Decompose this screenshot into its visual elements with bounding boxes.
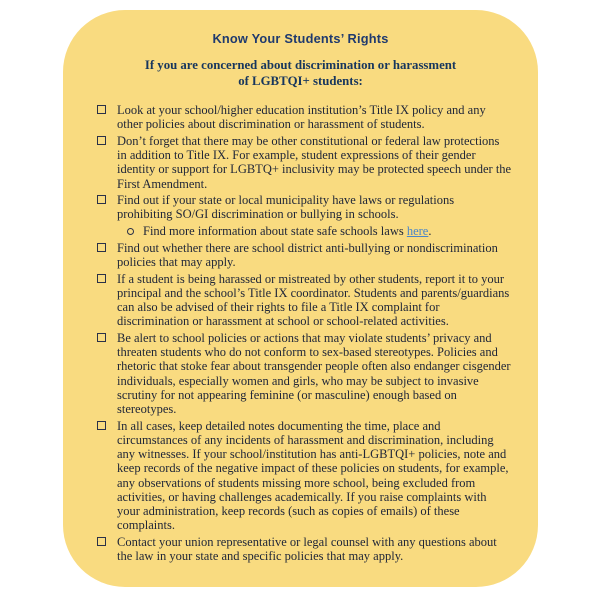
checkbox-bullet-icon (97, 274, 106, 283)
list-item (97, 331, 512, 416)
checkbox-bullet-icon (97, 421, 106, 430)
list-item-text: If a student is being harassed or mistreated by other students, report it to your principal and the school’s Title IX coordinator. Students and parents/guardians can also be advised of their rights to file a Title IX complaint for discrimination or harassment at school or school-related activities. (117, 271, 510, 329)
checkbox-bullet-icon (97, 537, 106, 546)
checkbox-bullet-icon (97, 333, 106, 342)
checkbox-bullet-icon (97, 195, 106, 204)
list-item (97, 272, 512, 329)
checkbox-bullet-icon (97, 136, 106, 145)
checkbox-bullet-icon (97, 243, 106, 252)
list-subitem (127, 224, 512, 238)
list-item-text: Look at your school/higher education institution’s Title IX policy and any other policies about discrimination or harassment of students. (117, 103, 486, 132)
list-item-text: Find out whether there are school district anti-bullying or nondiscrimination policies that may apply. (117, 240, 498, 270)
page-title: Know Your Students’ Rights (212, 31, 389, 46)
list-item (97, 134, 512, 191)
list-item-text: Be alert to school policies or actions that may violate students’ privacy and threaten students who do not conform to sex-based stereotypes. Policies and rhetoric that stoke fear about transgender people often also endanger cisgender individuals, especially women and girls, who may be subject to invasive scrutiny for not appearing feminine (or masculine) enough based on stereotypes. (117, 331, 511, 417)
list-item (97, 103, 512, 131)
list-item (97, 241, 512, 269)
rights-checklist (97, 103, 512, 563)
list-item-text: Find out if your state or local municipality have laws or regulations prohibiting SO/GI discrimination or bullying in schools. (117, 193, 455, 222)
rights-flyer-card (63, 10, 538, 587)
subtitle-line-2: of LGBTQI+ students: (238, 74, 363, 88)
circle-bullet-icon (127, 228, 134, 235)
subitem-text-after-link: . (428, 224, 432, 239)
checkbox-bullet-icon (97, 105, 106, 114)
list-subitem-text (143, 224, 512, 238)
list-item-text: In all cases, keep detailed notes documenting the time, place and circumstances of any incidents of harassment and discrimination, including any witnesses. If your school/institution has anti-LGBTQI+ policies, note and keep records of the negative impact of these policies on students, for example, any observations of students missing more school, being excluded from activities, or having challenges academically. If you raise complaints with your administration, keep records (such as copies of emails) of these complaints. (117, 418, 509, 533)
subtitle-line-1: If you are concerned about discrimination or harassment (144, 58, 457, 72)
subtitle (97, 57, 504, 89)
list-item (97, 193, 512, 221)
subitem-text-before-link: Find more information about state safe schools laws (143, 224, 407, 239)
list-item-text: Don’t forget that there may be other constitutional or federal law protections in addition to Title IX. For example, student expressions of their gender identity or support for LGBTQ+ inclusivity may be protected speech under the First Amendment. (117, 133, 512, 191)
list-item (97, 419, 512, 533)
list-item-text: Contact your union representative or legal counsel with any questions about the law in your state and specific policies that may apply. (117, 534, 497, 564)
safe-schools-laws-link[interactable]: here (406, 224, 429, 239)
list-item (97, 535, 512, 563)
